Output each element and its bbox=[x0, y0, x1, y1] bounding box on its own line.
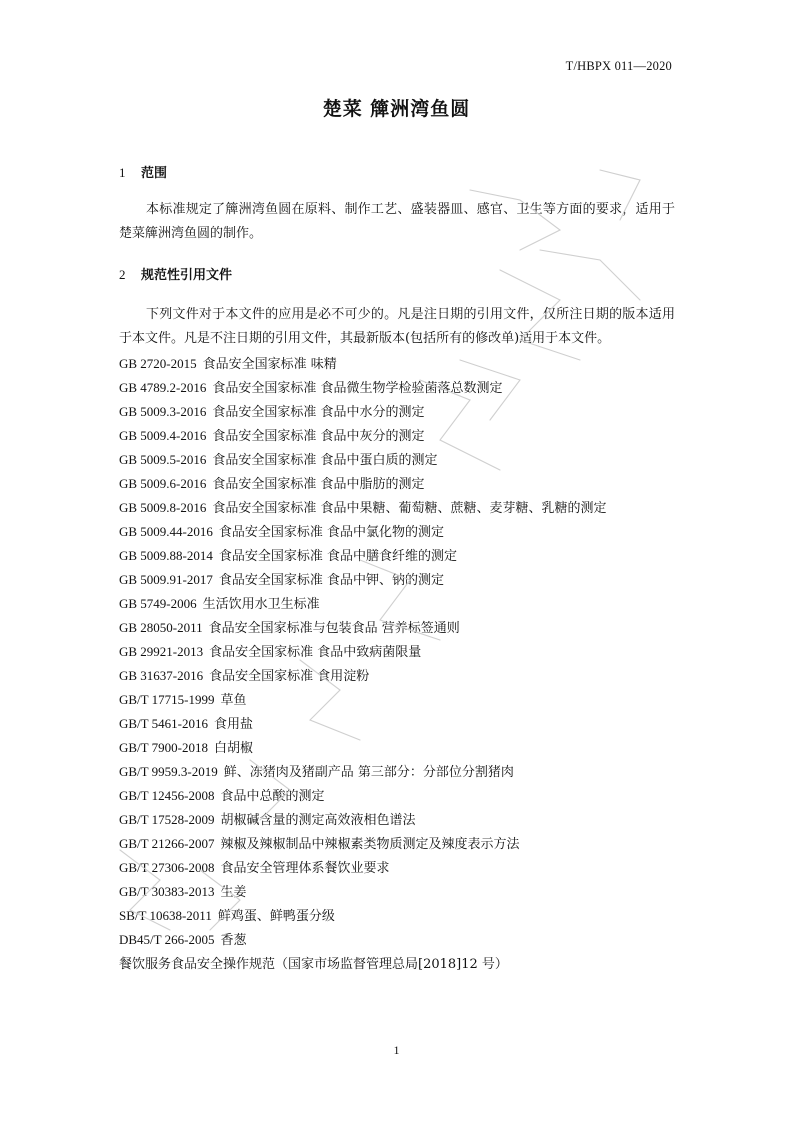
reference-item bbox=[119, 760, 607, 784]
reference-item bbox=[119, 544, 607, 568]
reference-code: GB 28050-2011 bbox=[119, 620, 203, 635]
scope-paragraph: 本标准规定了簰洲湾鱼圆在原料、制作工艺、盛装器皿、感官、卫生等方面的要求，适用于楚菜簰洲湾鱼圆的制作。 bbox=[119, 202, 675, 241]
reference-title: 生姜 bbox=[220, 885, 247, 900]
reference-title: 生活饮用水卫生标准 bbox=[202, 597, 320, 612]
reference-item bbox=[119, 400, 607, 424]
reference-title: 食品安全国家标准 食品中水分的测定 bbox=[212, 405, 425, 420]
reference-item bbox=[119, 520, 607, 544]
reference-title: 草鱼 bbox=[220, 693, 247, 708]
reference-code: SB/T 10638-2011 bbox=[119, 908, 212, 923]
reference-item bbox=[119, 376, 607, 400]
section-1-heading bbox=[119, 162, 167, 181]
reference-title: 食品中总酸的测定 bbox=[220, 789, 325, 804]
reference-item bbox=[119, 640, 607, 664]
reference-title: 食品安全国家标准与包装食品 营养标签通则 bbox=[208, 621, 460, 636]
reference-title: 食用盐 bbox=[213, 717, 253, 732]
reference-title: 食品安全国家标准 食品中脂肪的测定 bbox=[212, 477, 425, 492]
reference-item bbox=[119, 496, 607, 520]
reference-item bbox=[119, 904, 607, 928]
reference-item bbox=[119, 712, 607, 736]
reference-item bbox=[119, 568, 607, 592]
reference-item bbox=[119, 880, 607, 904]
reference-code: GB 31637-2016 bbox=[119, 668, 204, 683]
reference-item bbox=[119, 592, 607, 616]
reference-code: GB/T 27306-2008 bbox=[119, 860, 215, 875]
reference-code: GB 5009.3-2016 bbox=[119, 404, 207, 419]
reference-title: 食品安全国家标准 食品中钾、钠的测定 bbox=[218, 573, 445, 588]
reference-item bbox=[119, 808, 607, 832]
reference-code: GB/T 7900-2018 bbox=[119, 740, 208, 755]
reference-code: GB 29921-2013 bbox=[119, 644, 204, 659]
reference-title: 食品安全国家标准 味精 bbox=[202, 357, 337, 372]
reference-title: 食品安全国家标准 食用淀粉 bbox=[209, 669, 370, 684]
reference-title: 食品安全国家标准 食品中氯化物的测定 bbox=[218, 525, 445, 540]
reference-title: 鲜、冻猪肉及猪副产品 第三部分：分部位分割猪肉 bbox=[223, 765, 514, 780]
reference-item bbox=[119, 736, 607, 760]
reference-code: GB/T 17528-2009 bbox=[119, 812, 215, 827]
reference-code: GB/T 5461-2016 bbox=[119, 716, 208, 731]
document-code: T/HBPX 011—2020 bbox=[565, 59, 672, 73]
reference-code: GB 5009.5-2016 bbox=[119, 452, 207, 467]
reference-title: 食品安全管理体系餐饮业要求 bbox=[220, 861, 390, 876]
reference-title: 食品安全国家标准 食品中灰分的测定 bbox=[212, 429, 425, 444]
reference-code: GB/T 30383-2013 bbox=[119, 884, 215, 899]
reference-code: GB 5009.44-2016 bbox=[119, 524, 213, 539]
reference-title: 食品安全国家标准 食品中果糖、葡萄糖、蔗糖、麦芽糖、乳糖的测定 bbox=[212, 501, 607, 516]
reference-item bbox=[119, 616, 607, 640]
reference-title: 鲜鸡蛋、鲜鸭蛋分级 bbox=[217, 909, 335, 924]
reference-code: GB/T 9959.3-2019 bbox=[119, 764, 218, 779]
page-title: 楚菜 簰洲湾鱼圆 bbox=[322, 98, 471, 120]
reference-code: GB 5009.91-2017 bbox=[119, 572, 213, 587]
reference-title: 食品安全国家标准 食品中致病菌限量 bbox=[209, 645, 422, 660]
reference-item bbox=[119, 688, 607, 712]
section-number: 1 bbox=[119, 165, 126, 180]
reference-code: GB 4789.2-2016 bbox=[119, 380, 207, 395]
reference-code: GB 5009.4-2016 bbox=[119, 428, 207, 443]
section-title: 规范性引用文件 bbox=[141, 268, 233, 283]
references-intro-paragraph: 下列文件对于本文件的应用是必不可少的。凡是注日期的引用文件，仅所注日期的版本适用于本文件。凡是不注日期的引用文件，其最新版本(包括所有的修改单)适用于本文件。 bbox=[119, 307, 675, 346]
reference-code: GB/T 12456-2008 bbox=[119, 788, 215, 803]
reference-item bbox=[119, 928, 607, 952]
reference-title: 餐饮服务食品安全操作规范（国家市场监督管理总局[2018]12 号） bbox=[119, 957, 508, 972]
reference-title: 辣椒及辣椒制品中辣椒素类物质测定及辣度表示方法 bbox=[220, 837, 520, 852]
reference-item bbox=[119, 352, 607, 376]
reference-title: 食品安全国家标准 食品中蛋白质的测定 bbox=[212, 453, 438, 468]
watermark-stroke bbox=[540, 250, 640, 300]
reference-title: 食品安全国家标准 食品中膳食纤维的测定 bbox=[218, 549, 458, 564]
reference-code: GB 2720-2015 bbox=[119, 356, 197, 371]
reference-code: GB 5009.8-2016 bbox=[119, 500, 207, 515]
reference-title: 食品安全国家标准 食品微生物学检验菌落总数测定 bbox=[212, 381, 503, 396]
reference-code: GB 5749-2006 bbox=[119, 596, 197, 611]
section-number: 2 bbox=[119, 267, 126, 282]
reference-code: GB 5009.88-2014 bbox=[119, 548, 213, 563]
reference-item bbox=[119, 448, 607, 472]
reference-list bbox=[119, 352, 607, 976]
reference-title: 白胡椒 bbox=[213, 741, 253, 756]
reference-code: DB45/T 266-2005 bbox=[119, 932, 215, 947]
reference-code: GB/T 17715-1999 bbox=[119, 692, 215, 707]
reference-code: GB/T 21266-2007 bbox=[119, 836, 215, 851]
reference-item bbox=[119, 472, 607, 496]
reference-item bbox=[119, 424, 607, 448]
reference-title: 香葱 bbox=[220, 933, 247, 948]
section-2-heading bbox=[119, 264, 232, 283]
reference-item bbox=[119, 784, 607, 808]
section-title: 范围 bbox=[141, 166, 168, 181]
reference-title: 胡椒碱含量的测定高效液相色谱法 bbox=[220, 813, 416, 828]
reference-item bbox=[119, 856, 607, 880]
reference-item bbox=[119, 664, 607, 688]
reference-item bbox=[119, 832, 607, 856]
reference-item bbox=[119, 952, 607, 976]
page-number: 1 bbox=[393, 1043, 400, 1057]
reference-code: GB 5009.6-2016 bbox=[119, 476, 207, 491]
